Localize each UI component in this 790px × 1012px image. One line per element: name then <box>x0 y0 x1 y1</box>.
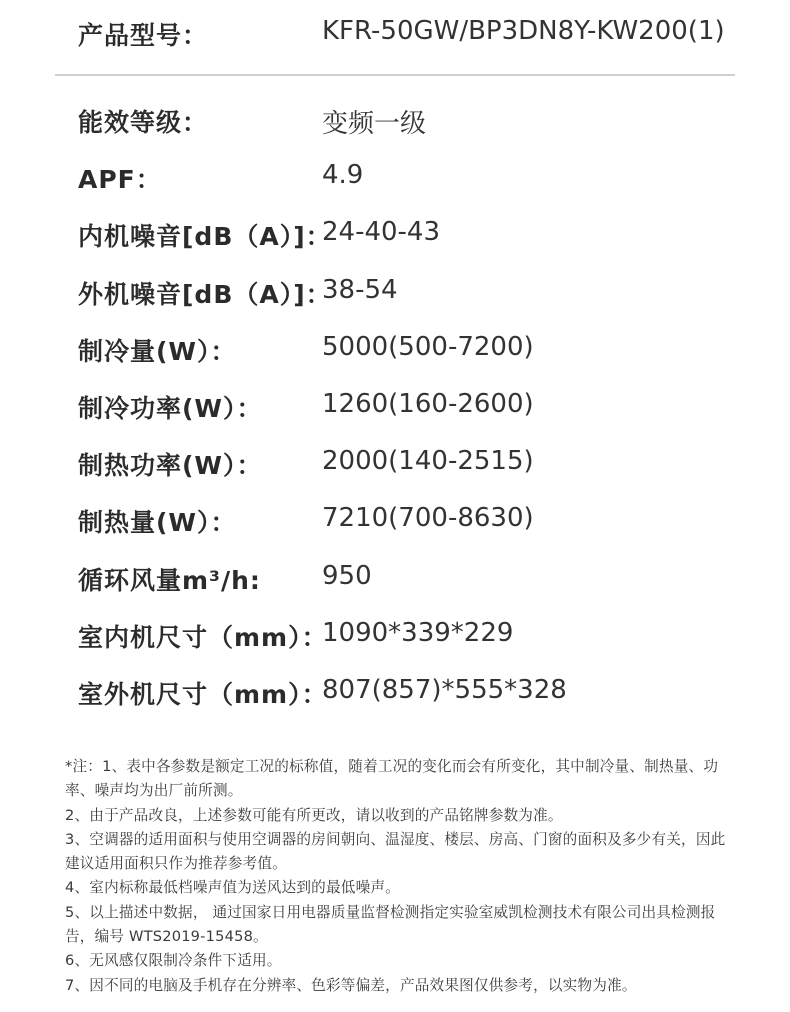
spec-value: 5000(500-7200) <box>322 331 534 362</box>
spec-row-indoor-noise <box>0 209 790 266</box>
divider <box>55 74 735 76</box>
spec-row-airflow <box>0 553 790 610</box>
spec-label: 循环风量m³/h: <box>78 565 261 595</box>
spec-row-energy-grade <box>0 95 790 152</box>
spec-label: 制冷功率(W）： <box>78 393 263 423</box>
footnotes <box>65 755 727 998</box>
spec-label: 内机噪音[dB（A）]： <box>78 222 332 252</box>
spec-label: 制热功率(W）： <box>78 451 263 481</box>
spec-value: 38-54 <box>322 274 398 305</box>
spec-value: 4.9 <box>322 160 364 191</box>
spec-row-heating-power <box>0 438 790 495</box>
model-label: 产品型号： <box>78 21 209 50</box>
spec-row-heating-capacity <box>0 495 790 552</box>
spec-list <box>0 95 790 724</box>
spec-row-apf <box>0 152 790 209</box>
spec-value: 950 <box>322 560 372 591</box>
spec-label: 外机噪音[dB（A）]： <box>78 279 332 309</box>
model-row <box>0 0 790 72</box>
spec-row-indoor-size <box>0 610 790 667</box>
spec-value: 2000(140-2515) <box>322 446 534 477</box>
spec-value: 1090*339*229 <box>322 617 514 648</box>
spec-label: 室外机尺寸（mm）： <box>78 679 328 709</box>
footnote: *注：1、表中各参数是额定工况的标称值，随着工况的变化而会有所变化，其中制冷量、制热量、功率、噪声均为出厂前所测。 <box>65 758 719 800</box>
spec-value: 24-40-43 <box>322 217 441 248</box>
model-value: KFR-50GW/BP3DN8Y-KW200(1) <box>322 16 725 46</box>
spec-row-outdoor-size <box>0 667 790 724</box>
footnote: 2、由于产品改良，上述参数可能有所更改，请以收到的产品铭牌参数为准。 <box>65 806 563 824</box>
spec-value: 807(857)*555*328 <box>322 674 567 705</box>
spec-row-cooling-capacity <box>0 324 790 381</box>
spec-row-cooling-power <box>0 381 790 438</box>
footnote: 4、室内标称最低档噪声值为送风达到的最低噪声。 <box>65 879 400 897</box>
footnote: 6、无风感仅限制冷条件下适用。 <box>65 952 282 970</box>
spec-value: 1260(160-2600) <box>322 388 534 419</box>
footnote: 5、以上描述中数据， 通过国家日用电器质量监督检测指定实验室威凯检测技术有限公司出具检测报告，编号 WTS2019-15458。 <box>65 903 716 946</box>
spec-value: 7210(700-8630) <box>322 503 534 534</box>
footnote: 7、因不同的电脑及手机存在分辨率、色彩等偏差，产品效果图仅供参考，以实物为准。 <box>65 976 637 994</box>
spec-label: 能效等级： <box>78 108 209 137</box>
spec-label: 制冷量(W）： <box>78 336 237 366</box>
spec-label: 室内机尺寸（mm）： <box>78 622 328 652</box>
footnote: 3、空调器的适用面积与使用空调器的房间朝向、温湿度、楼层、房高、门窗的面积及多少有关，因此建议适用面积只作为推荐参考值。 <box>65 830 726 873</box>
spec-label: APF： <box>78 165 162 195</box>
spec-label: 制热量(W）： <box>78 508 237 538</box>
spec-value: 变频一级 <box>322 109 427 139</box>
spec-row-outdoor-noise <box>0 267 790 324</box>
